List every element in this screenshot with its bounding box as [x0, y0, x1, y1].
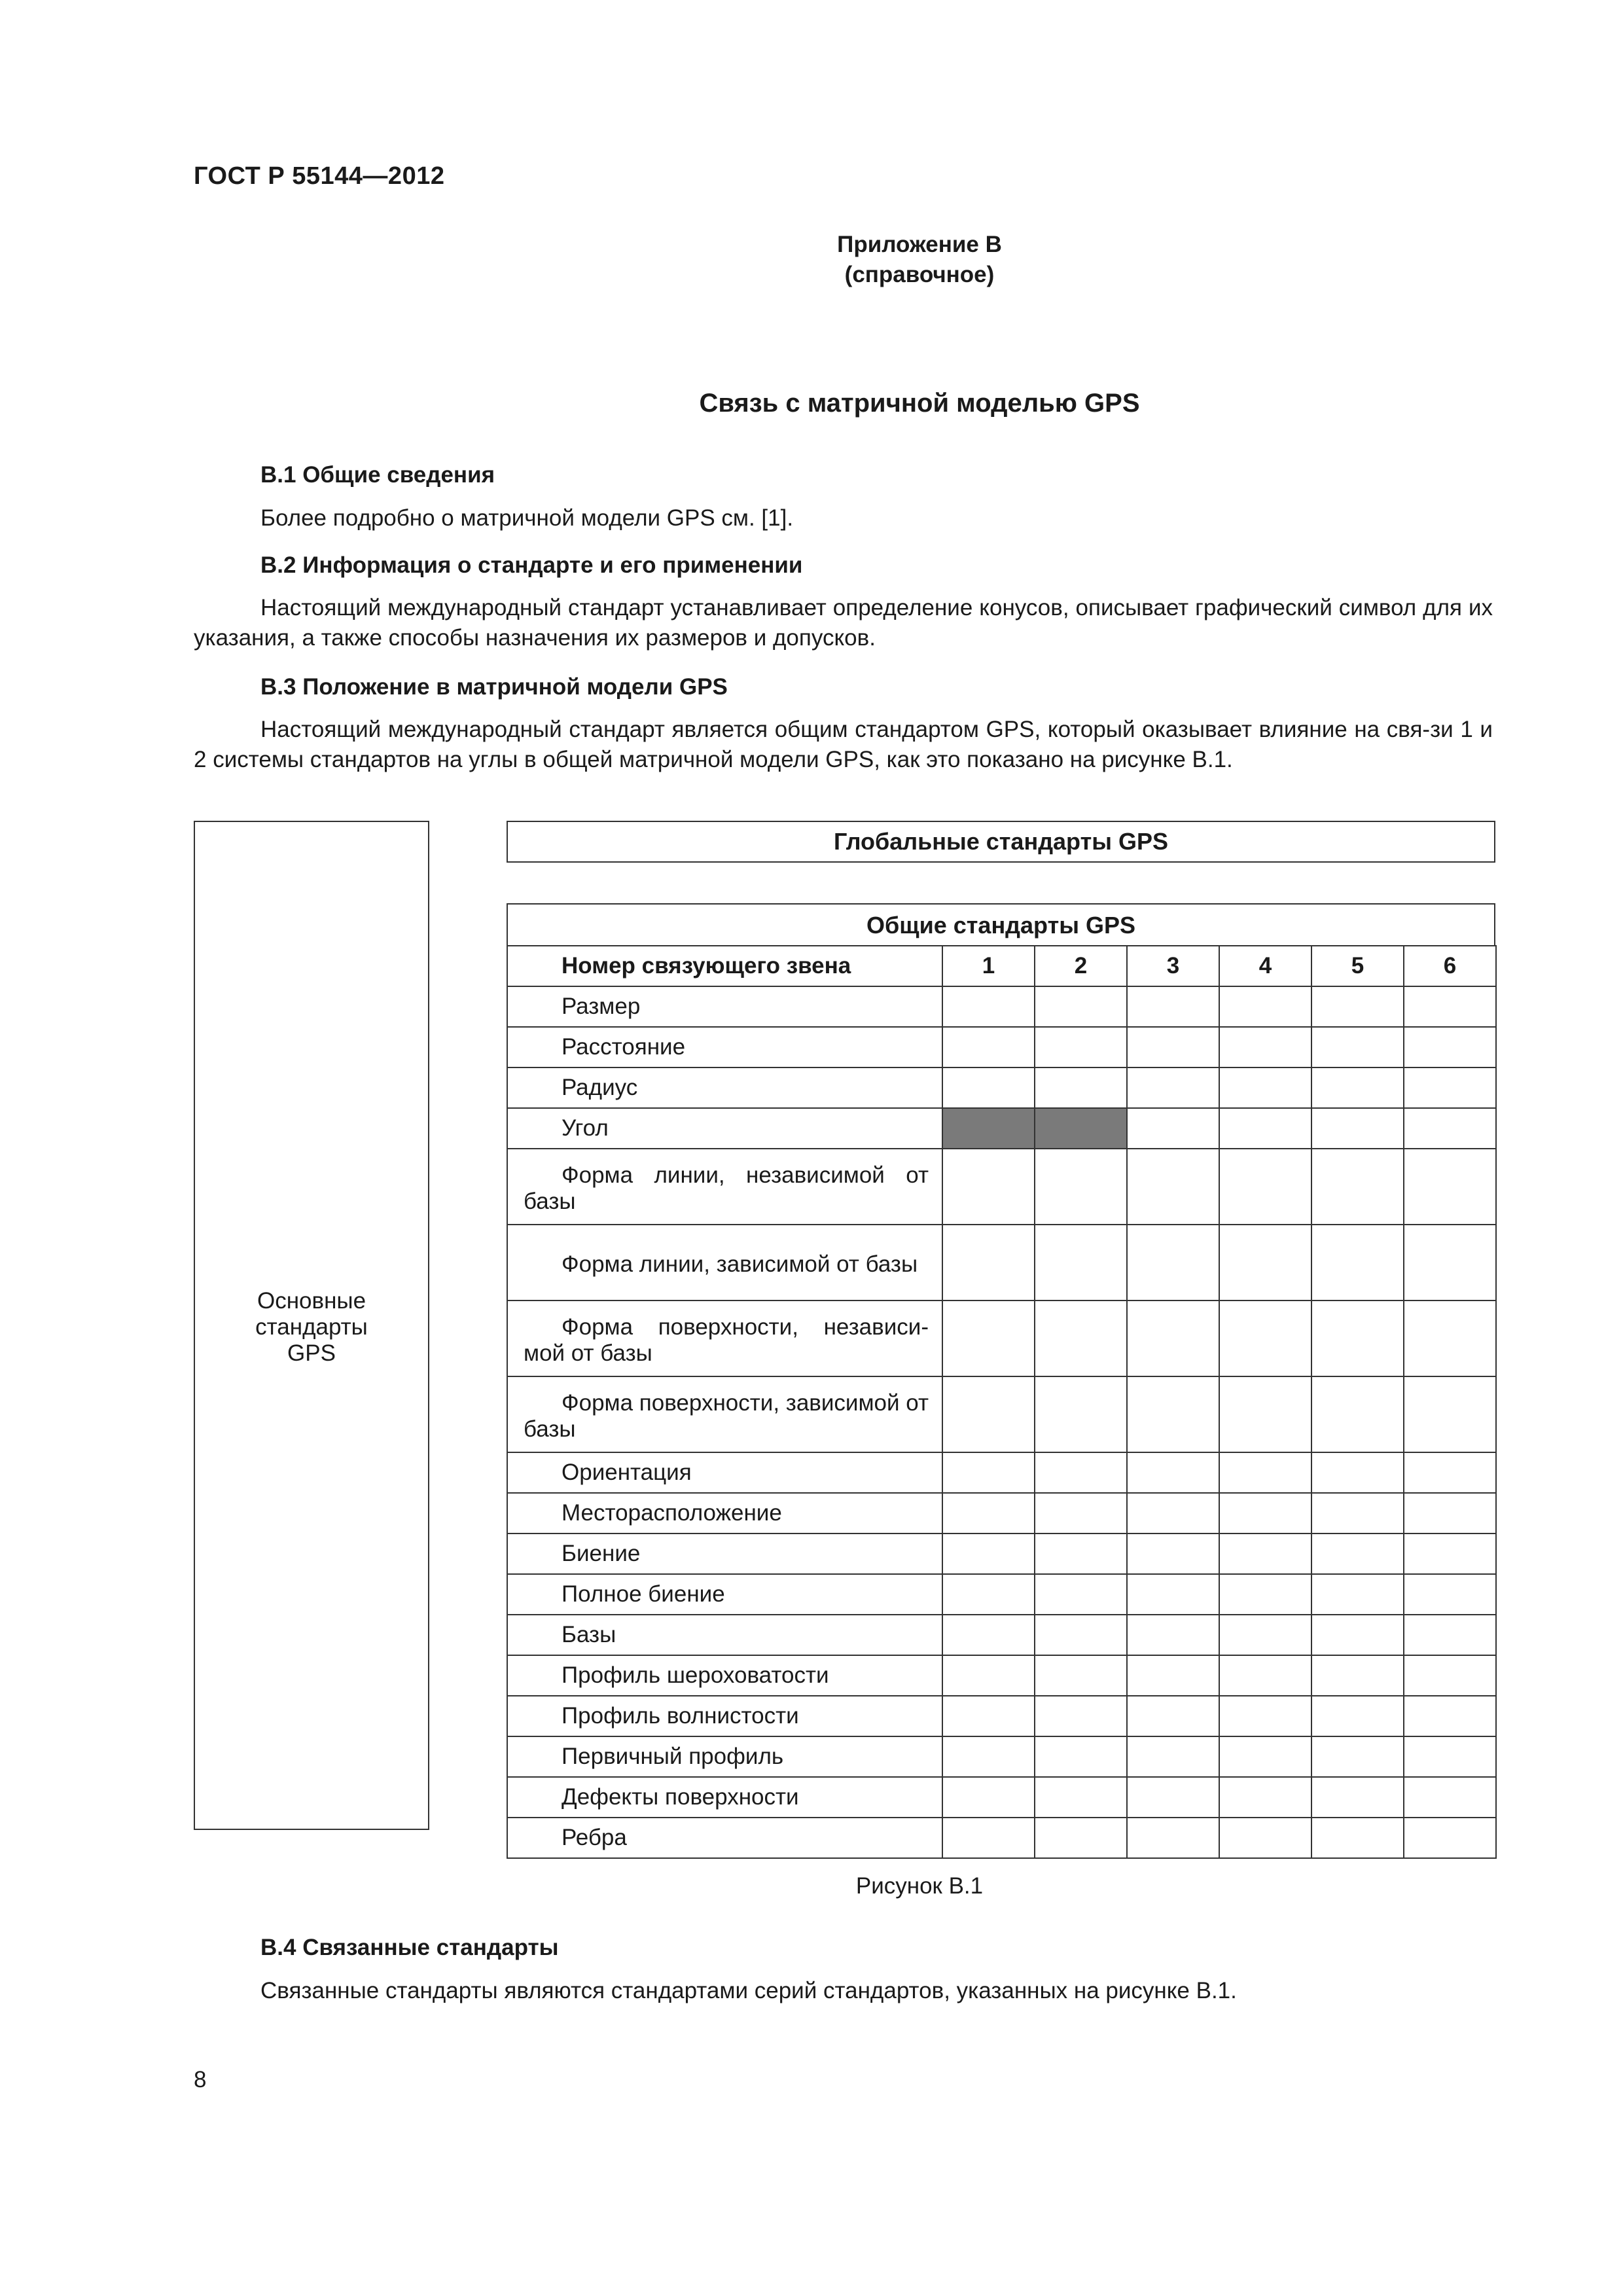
annex-title: Связь с матричной моделью GPS — [699, 389, 1140, 418]
matrix-row — [507, 1777, 1496, 1818]
matrix-cell — [1404, 1225, 1496, 1300]
matrix-cell — [1404, 1452, 1496, 1493]
matrix-cell — [1404, 1777, 1496, 1818]
matrix-header-row — [507, 946, 1496, 986]
matrix-cell — [1219, 1818, 1311, 1858]
matrix-cell — [1219, 1067, 1311, 1108]
section-b2-text — [194, 593, 1493, 653]
matrix-row-label: Форма линии, независимой от базы — [507, 1149, 942, 1225]
matrix-cell — [1311, 1736, 1404, 1777]
matrix-row — [507, 1534, 1496, 1574]
matrix-row-label: Профиль волнистости — [507, 1696, 942, 1736]
matrix-cell — [1127, 1067, 1219, 1108]
matrix-cell — [1127, 1615, 1219, 1655]
gps-matrix-table — [507, 945, 1497, 1859]
matrix-row — [507, 1149, 1496, 1225]
matrix-cell — [1219, 1149, 1311, 1225]
matrix-row — [507, 1300, 1496, 1376]
matrix-row-label: Базы — [507, 1615, 942, 1655]
matrix-cell — [1311, 1493, 1404, 1534]
matrix-cell — [1035, 1149, 1127, 1225]
matrix-row — [507, 1818, 1496, 1858]
matrix-cell — [1035, 1818, 1127, 1858]
section-b3-heading: В.3 Положение в матричной модели GPS — [260, 674, 728, 700]
matrix-cell — [942, 1067, 1035, 1108]
matrix-row-label: Биение — [507, 1534, 942, 1574]
matrix-cell — [1219, 1655, 1311, 1696]
matrix-cell — [1311, 1225, 1404, 1300]
matrix-cell — [1219, 1736, 1311, 1777]
matrix-cell — [1035, 1655, 1127, 1696]
matrix-cell — [1035, 1615, 1127, 1655]
matrix-cell — [1219, 1108, 1311, 1149]
matrix-cell — [1404, 1108, 1496, 1149]
link-number-6: 6 — [1404, 946, 1496, 986]
matrix-row-label: Расстояние — [507, 1027, 942, 1067]
matrix-cell — [1311, 1818, 1404, 1858]
matrix-cell — [1219, 1534, 1311, 1574]
matrix-row — [507, 1574, 1496, 1615]
matrix-cell — [1311, 1452, 1404, 1493]
matrix-cell — [1035, 986, 1127, 1027]
matrix-cell — [1404, 1696, 1496, 1736]
section-b4-heading: В.4 Связанные стандарты — [260, 1935, 559, 1960]
document-id: ГОСТ Р 55144—2012 — [194, 162, 445, 190]
matrix-cell — [1035, 1300, 1127, 1376]
matrix-row — [507, 1027, 1496, 1067]
figure-caption: Рисунок В.1 — [855, 1873, 984, 1899]
matrix-cell — [1311, 1777, 1404, 1818]
matrix-cell — [1311, 1149, 1404, 1225]
link-number-5: 5 — [1311, 946, 1404, 986]
matrix-cell — [1404, 1067, 1496, 1108]
matrix-cell — [942, 1376, 1035, 1452]
matrix-cell — [1219, 1027, 1311, 1067]
matrix-cell — [1219, 1452, 1311, 1493]
matrix-cell — [1127, 1108, 1219, 1149]
matrix-cell — [1219, 1300, 1311, 1376]
matrix-row-label: Размер — [507, 986, 942, 1027]
matrix-cell — [1035, 1225, 1127, 1300]
matrix-cell — [1219, 1574, 1311, 1615]
matrix-cell — [942, 1027, 1035, 1067]
matrix-cell — [942, 1452, 1035, 1493]
matrix-row — [507, 1655, 1496, 1696]
matrix-row — [507, 986, 1496, 1027]
matrix-cell — [1311, 1376, 1404, 1452]
matrix-cell — [1219, 1777, 1311, 1818]
matrix-cell — [942, 986, 1035, 1027]
matrix-cell — [1127, 1736, 1219, 1777]
matrix-cell — [1127, 1376, 1219, 1452]
matrix-cell — [1404, 1027, 1496, 1067]
matrix-cell — [1035, 1574, 1127, 1615]
matrix-cell — [1035, 1027, 1127, 1067]
basic-standards-box — [194, 821, 429, 1830]
matrix-cell — [1404, 1534, 1496, 1574]
matrix-cell-highlighted — [942, 1108, 1035, 1149]
matrix-row-label: Ориентация — [507, 1452, 942, 1493]
matrix-row — [507, 1615, 1496, 1655]
matrix-cell — [1127, 1777, 1219, 1818]
section-b1-heading: В.1 Общие сведения — [260, 462, 495, 488]
matrix-row-label: Первичный профиль — [507, 1736, 942, 1777]
matrix-cell — [1127, 1696, 1219, 1736]
annex-label: Приложение В — [837, 232, 1002, 257]
link-number-1: 1 — [942, 946, 1035, 986]
general-standards-title: Общие стандарты GPS — [507, 903, 1495, 945]
matrix-cell — [1311, 1027, 1404, 1067]
link-number-2: 2 — [1035, 946, 1127, 986]
matrix-cell — [942, 1300, 1035, 1376]
matrix-cell — [1035, 1376, 1127, 1452]
basic-standards-line3: GPS — [287, 1340, 336, 1366]
matrix-row-label: Полное биение — [507, 1574, 942, 1615]
matrix-cell — [1219, 986, 1311, 1027]
matrix-cell — [942, 1655, 1035, 1696]
matrix-cell — [942, 1818, 1035, 1858]
matrix-cell — [1127, 1493, 1219, 1534]
section-b2-text-content: Настоящий международный стандарт устанавливает определение конусов, описывает графический символ для их указания, а также способы назначения их размеров и допусков. — [194, 595, 1493, 651]
link-number-header: Номер связующего звена — [507, 946, 942, 986]
matrix-row — [507, 1225, 1496, 1300]
matrix-cell — [942, 1736, 1035, 1777]
matrix-row-label: Месторасположение — [507, 1493, 942, 1534]
matrix-cell — [942, 1534, 1035, 1574]
matrix-cell — [942, 1696, 1035, 1736]
matrix-cell — [1219, 1696, 1311, 1736]
matrix-cell — [1311, 986, 1404, 1027]
matrix-cell — [1127, 1225, 1219, 1300]
matrix-row-label: Радиус — [507, 1067, 942, 1108]
annex-type: (справочное) — [844, 262, 995, 287]
matrix-cell — [1127, 1534, 1219, 1574]
matrix-cell — [1035, 1534, 1127, 1574]
matrix-cell — [1311, 1696, 1404, 1736]
matrix-cell — [1035, 1452, 1127, 1493]
matrix-cell — [1219, 1225, 1311, 1300]
matrix-cell — [1127, 1149, 1219, 1225]
matrix-cell — [1404, 1376, 1496, 1452]
matrix-cell — [1404, 1655, 1496, 1696]
matrix-cell — [942, 1149, 1035, 1225]
matrix-cell — [942, 1493, 1035, 1534]
matrix-row-label: Профиль шероховатости — [507, 1655, 942, 1696]
matrix-cell — [1127, 986, 1219, 1027]
matrix-row-label: Угол — [507, 1108, 942, 1149]
matrix-row — [507, 1493, 1496, 1534]
matrix-cell — [1127, 1655, 1219, 1696]
matrix-cell — [942, 1225, 1035, 1300]
matrix-cell — [1311, 1300, 1404, 1376]
link-number-4: 4 — [1219, 946, 1311, 986]
matrix-cell — [1404, 1300, 1496, 1376]
matrix-cell — [1311, 1574, 1404, 1615]
matrix-row-label: Ребра — [507, 1818, 942, 1858]
matrix-cell — [1035, 1493, 1127, 1534]
section-b4-text: Связанные стандарты являются стандартами серий стандартов, указанных на рисунке В.1. — [260, 1978, 1237, 2003]
matrix-cell — [1311, 1108, 1404, 1149]
matrix-cell — [1404, 1736, 1496, 1777]
section-b2-heading: В.2 Информация о стандарте и его применении — [260, 552, 803, 578]
matrix-row-label: Форма поверхности, зависимой от базы — [507, 1376, 942, 1452]
matrix-cell — [1404, 986, 1496, 1027]
basic-standards-line1: Основные — [257, 1288, 366, 1314]
matrix-cell — [942, 1777, 1035, 1818]
matrix-cell-highlighted — [1035, 1108, 1127, 1149]
matrix-cell — [1311, 1615, 1404, 1655]
page-number: 8 — [194, 2067, 207, 2092]
matrix-cell — [1219, 1615, 1311, 1655]
matrix-cell — [1035, 1067, 1127, 1108]
matrix-cell — [1404, 1818, 1496, 1858]
matrix-cell — [1127, 1574, 1219, 1615]
matrix-cell — [1035, 1777, 1127, 1818]
matrix-cell — [1127, 1300, 1219, 1376]
matrix-cell — [1311, 1655, 1404, 1696]
matrix-row — [507, 1696, 1496, 1736]
section-b1-text: Более подробно о матричной модели GPS см. [1]. — [260, 505, 794, 531]
matrix-cell — [1127, 1027, 1219, 1067]
matrix-cell — [1127, 1452, 1219, 1493]
matrix-cell — [1035, 1696, 1127, 1736]
matrix-row — [507, 1376, 1496, 1452]
matrix-row-label: Форма поверхности, независи-мой от базы — [507, 1300, 942, 1376]
matrix-cell — [1311, 1067, 1404, 1108]
matrix-cell — [1404, 1493, 1496, 1534]
section-b3-text — [194, 715, 1493, 775]
matrix-row — [507, 1452, 1496, 1493]
matrix-row — [507, 1108, 1496, 1149]
matrix-cell — [1404, 1574, 1496, 1615]
matrix-cell — [1404, 1149, 1496, 1225]
basic-standards-label — [195, 1288, 428, 1367]
matrix-cell — [1035, 1736, 1127, 1777]
link-number-3: 3 — [1127, 946, 1219, 986]
matrix-cell — [1219, 1376, 1311, 1452]
matrix-row — [507, 1736, 1496, 1777]
basic-standards-line2: стандарты — [255, 1314, 368, 1340]
matrix-row-label: Форма линии, зависимой от базы — [507, 1225, 942, 1300]
matrix-cell — [1311, 1534, 1404, 1574]
matrix-cell — [942, 1574, 1035, 1615]
matrix-cell — [1404, 1615, 1496, 1655]
matrix-row — [507, 1067, 1496, 1108]
matrix-cell — [1127, 1818, 1219, 1858]
section-b3-text-content: Настоящий международный стандарт является общим стандартом GPS, который оказывает влияние на свя-зи 1 и 2 системы стандартов на углы в общей матричной модели GPS, как это показано на рисунке В.1. — [194, 717, 1493, 772]
matrix-cell — [942, 1615, 1035, 1655]
matrix-cell — [1219, 1493, 1311, 1534]
matrix-row-label: Дефекты поверхности — [507, 1777, 942, 1818]
global-standards-box: Глобальные стандарты GPS — [507, 821, 1495, 863]
